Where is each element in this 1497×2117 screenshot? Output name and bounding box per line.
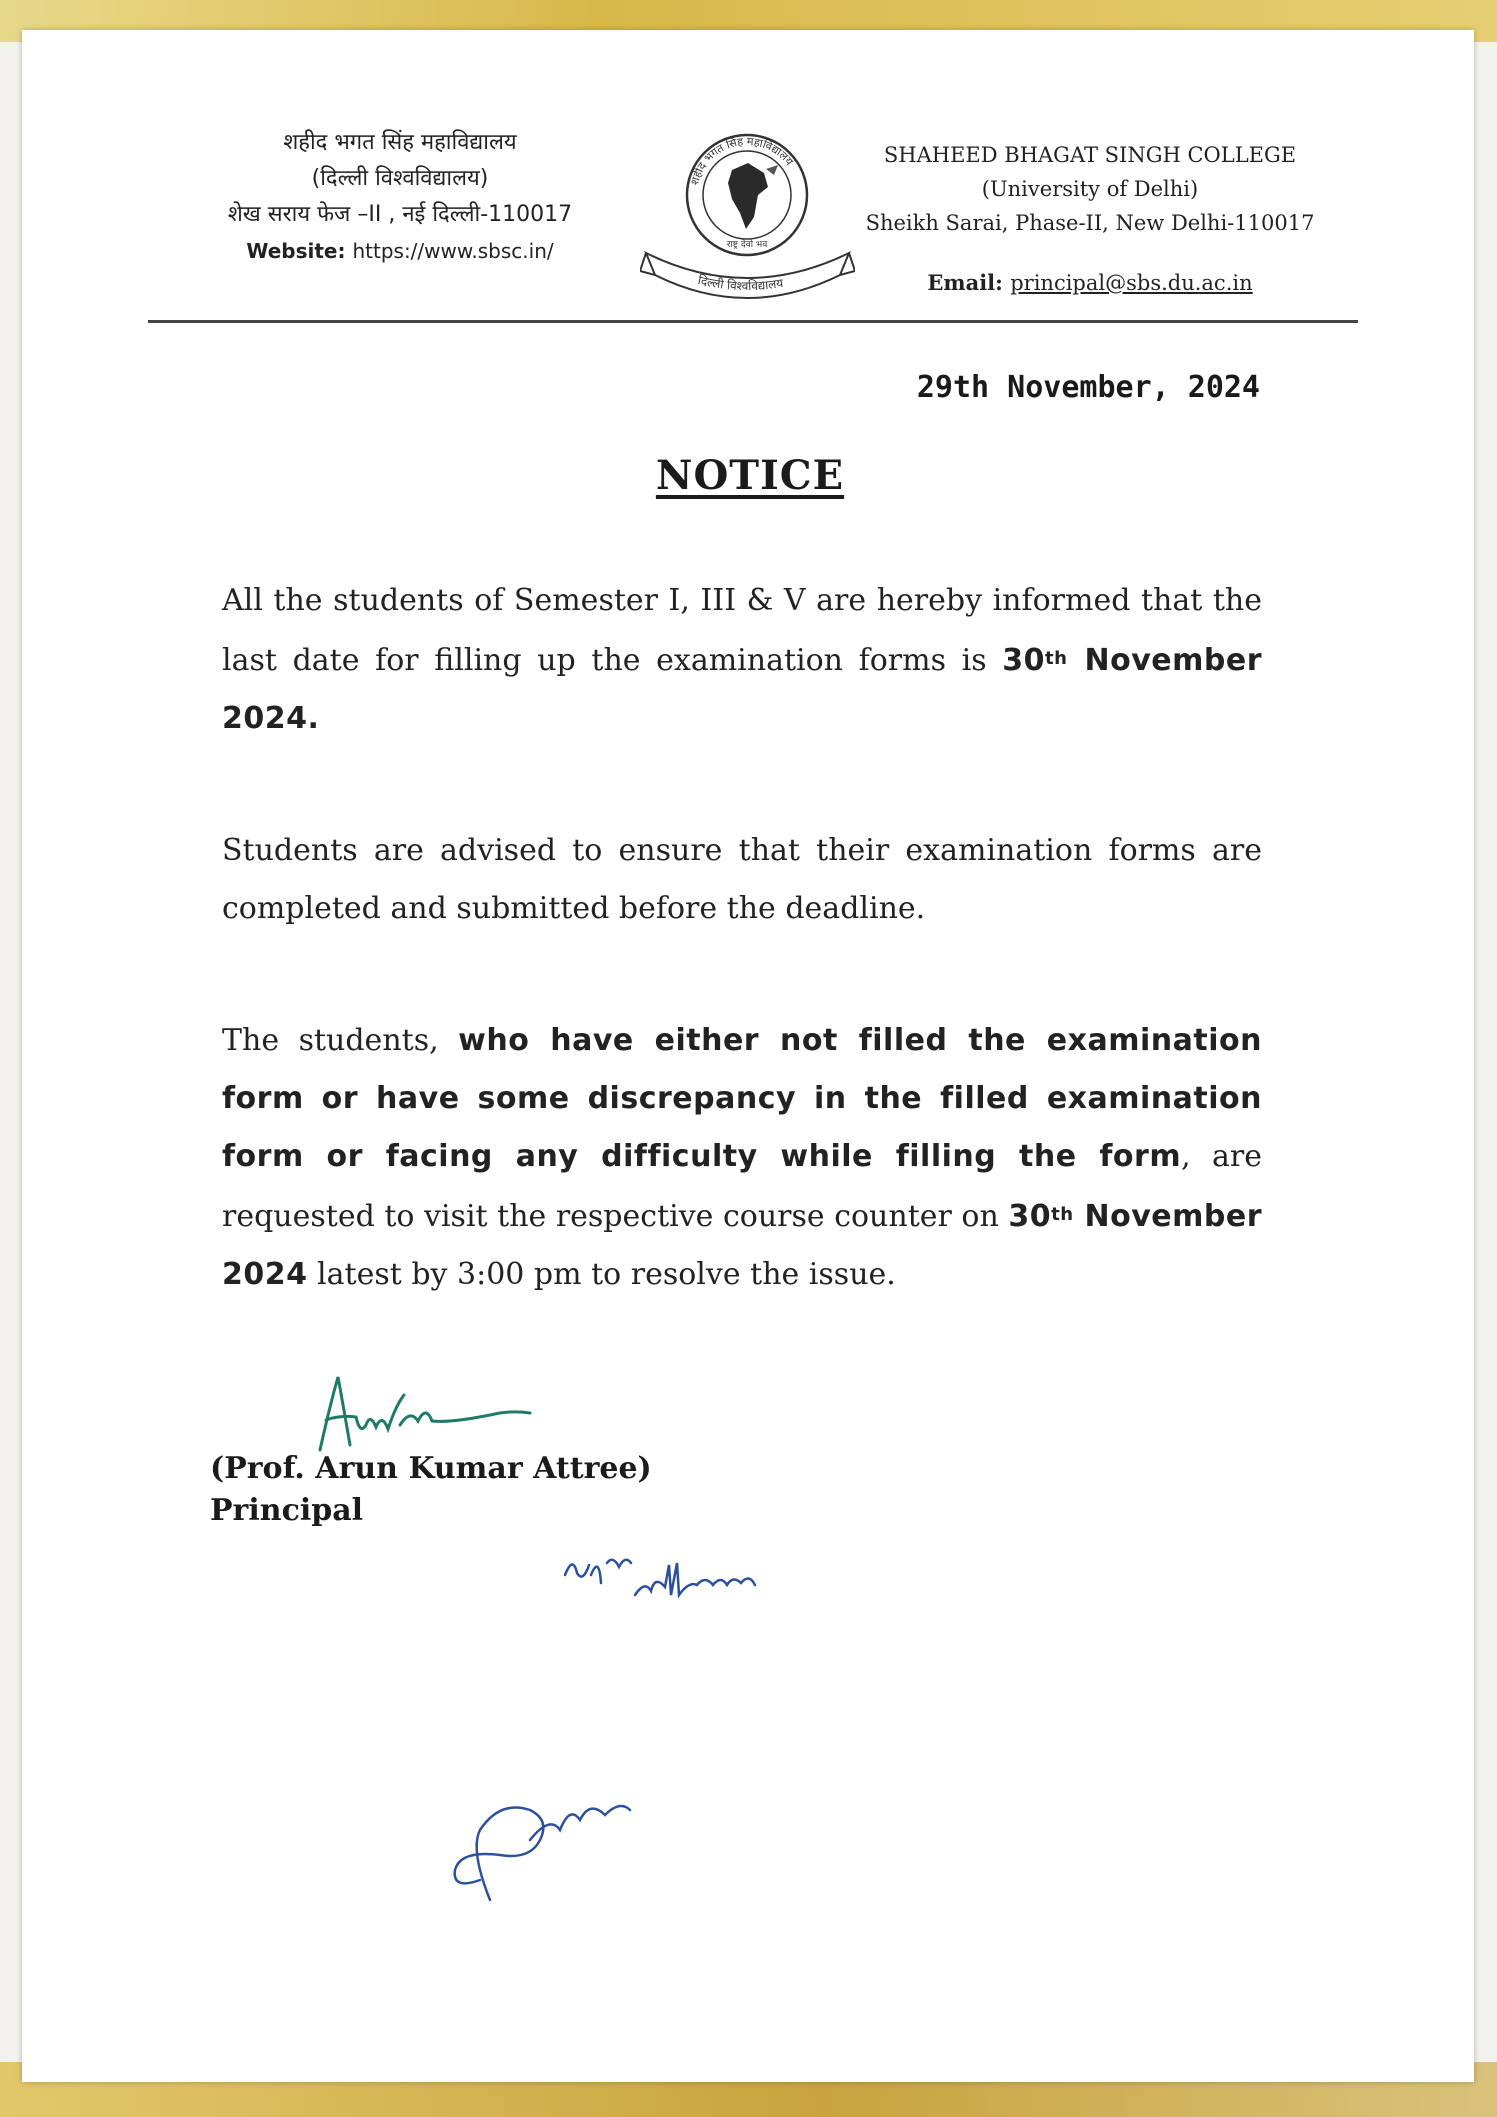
paragraph-deadline-text: All the students of Semester I, III & V are hereby informed that the last date for filling up the examination forms is — [222, 583, 1262, 678]
paragraph-lead: The students, — [222, 1023, 439, 1058]
signatory-designation: Principal — [210, 1493, 364, 1528]
email-line — [860, 266, 1320, 300]
header-divider — [148, 320, 1358, 323]
college-seal-icon — [640, 125, 855, 300]
english-address: Sheikh Sarai, Phase-II, New Delhi-110017 — [865, 211, 1315, 235]
hindi-address: शेख सराय फेज –II , नई दिल्ली-110017 — [227, 202, 573, 227]
english-letterhead — [860, 138, 1320, 300]
website-line — [190, 233, 610, 269]
website-link[interactable]: https://www.sbsc.in/ — [352, 239, 554, 263]
paragraph-advice: Students are advised to ensure that their examination forms are completed and submitted before the deadline. — [222, 833, 1262, 926]
english-university: (University of Delhi) — [981, 177, 1199, 201]
signatory-block — [210, 1448, 810, 1532]
hindi-college-name: शहीद भगत सिंह महाविद्यालय — [283, 130, 517, 155]
hindi-university: (दिल्ली विश्वविद्यालय) — [311, 166, 489, 191]
seal-motto: राष्ट्र देवो भव — [726, 240, 768, 250]
hindi-letterhead — [190, 125, 610, 269]
email-label: Email: — [927, 270, 1003, 295]
counter-visit-date: 30th November 2024 — [222, 1199, 1262, 1292]
paragraph-emphasis: who have either not filled the examination form or have some discrepancy in the filled examination form or facing any difficulty while filling the form — [222, 1023, 1262, 1174]
paragraph-tail: latest by 3:00 pm to resolve the issue. — [317, 1257, 896, 1292]
notice-title: NOTICE — [655, 452, 845, 499]
signatory-name: (Prof. Arun Kumar Attree) — [210, 1451, 652, 1486]
paragraph-counter-visit — [222, 1012, 1262, 1304]
seal-banner-text: दिल्ली विश्वविद्यालय — [696, 273, 785, 294]
email-link[interactable]: principal@sbs.du.ac.in — [1010, 271, 1253, 295]
deadline-date: 30th November 2024. — [222, 643, 1263, 736]
website-label: Website: — [246, 239, 346, 263]
english-college-name: SHAHEED BHAGAT SINGH COLLEGE — [883, 143, 1297, 167]
paragraph-deadline — [222, 572, 1262, 748]
notice-date: 29th November, 2024 — [916, 370, 1260, 405]
paragraph-middle: , are requested to visit the respective course counter on — [222, 1139, 1262, 1234]
seal-ring-text: शहीद भगत सिंह महाविद्यालय — [688, 134, 796, 187]
handwritten-dated-initials-icon — [555, 1525, 805, 1605]
handwritten-signature-icon — [440, 1760, 640, 1910]
